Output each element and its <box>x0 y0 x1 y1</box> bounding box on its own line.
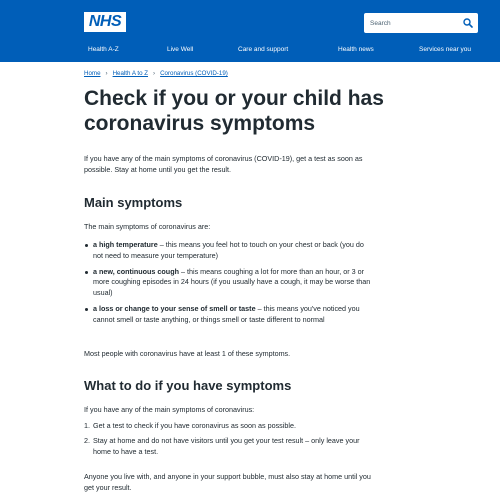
search-icon <box>463 18 473 28</box>
list-item: 1. Get a test to check if you have coronavirus as soon as possible. <box>84 421 296 430</box>
nav-item-care-and-support[interactable]: Care and support <box>238 46 289 53</box>
list-item: a high temperature – this means you feel hot to touch on your chest or back (you do not need to measure your temperature) <box>84 240 374 262</box>
site-header <box>0 0 500 62</box>
what-to-do-lead: If you have any of the main symptoms of coronavirus: <box>84 405 255 414</box>
breadcrumb-home[interactable]: Home <box>84 70 101 77</box>
breadcrumb-health-a-to-z[interactable]: Health A to Z <box>112 70 149 77</box>
nav-item-services-near-you[interactable]: Services near you <box>419 46 472 53</box>
search-box <box>364 13 478 33</box>
what-to-do-footer: Anyone you live with, and anyone in your support bubble, must also stay at home until you get your result. <box>84 472 371 492</box>
breadcrumb-separator: › <box>153 70 156 77</box>
symptoms-list <box>84 240 374 331</box>
what-to-do-heading: What to do if you have symptoms <box>84 378 292 393</box>
nav-item-live-well[interactable]: Live Well <box>167 46 194 53</box>
search-input[interactable] <box>364 13 458 33</box>
breadcrumb <box>84 70 228 77</box>
list-item: a new, continuous cough – this means coughing a lot for more than an hour, or 3 or more coughing episodes in 24 hours (if you usually have a cough, it may be worse than usual) <box>84 267 374 299</box>
breadcrumb-coronavirus[interactable]: Coronavirus (COVID-19) <box>160 70 228 77</box>
nav-item-health-a-z[interactable]: Health A-Z <box>88 46 119 53</box>
nav-item-health-news[interactable]: Health news <box>338 46 374 53</box>
list-item: 2. Stay at home and do not have visitors until you get your test result – only leave your home to have a test. <box>84 435 360 456</box>
list-item: a loss or change to your sense of smell or taste – this means you've noticed you cannot smell or taste anything, or things smell or taste different to normal <box>84 304 374 326</box>
breadcrumb-separator: › <box>105 70 108 77</box>
search-button[interactable] <box>460 15 476 31</box>
main-symptoms-footer: Most people with coronavirus have at least 1 of these symptoms. <box>84 349 291 358</box>
intro-paragraph: If you have any of the main symptoms of coronavirus (COVID-19), get a test as soon as possible. Stay at home until you get the result. <box>84 154 363 174</box>
main-symptoms-lead: The main symptoms of coronavirus are: <box>84 222 211 231</box>
steps-list <box>84 421 374 461</box>
main-nav <box>0 44 500 58</box>
main-symptoms-heading: Main symptoms <box>84 195 183 210</box>
nhs-logo[interactable]: NHS <box>84 12 126 32</box>
page-title: Check if you or your child has coronavirus symptoms <box>84 87 384 135</box>
